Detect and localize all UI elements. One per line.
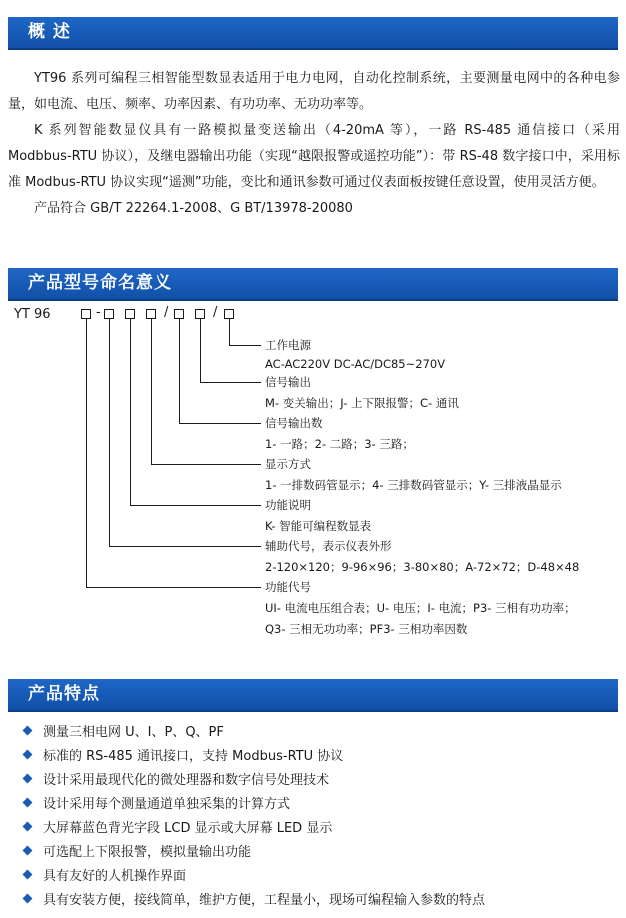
feature-item — [24, 866, 186, 888]
features-header-bar — [8, 679, 618, 712]
desc-function-2: Q3- 三相无功功率；PF3- 三相功率因数 — [265, 622, 468, 636]
connector-function-h — [86, 587, 261, 588]
desc-signal-count: 1- 一路；2- 二路；3- 三路； — [265, 437, 414, 451]
slash-separator: / — [164, 305, 169, 320]
desc-program: K- 智能可编程数显表 — [265, 519, 372, 533]
connector-display — [151, 319, 152, 464]
desc-display: 1- 一排数码管显示；4- 三排数码管显示；Y- 三排液晶显示 — [265, 478, 562, 492]
connector-shape-h — [109, 546, 261, 547]
diamond-bullet-icon — [23, 870, 33, 880]
feature-item — [24, 818, 332, 840]
label-function: 功能代号 — [265, 580, 311, 594]
feature-text: 设计采用最现代化的微处理器和数字信号处理技术 — [43, 773, 330, 788]
feature-text: 可选配上下限报警，模拟量输出功能 — [43, 845, 252, 860]
desc-function-1: UI- 电流电压组合表；U- 电压；I- 电流；P3- 三相有功功率； — [265, 601, 576, 615]
overview-header-bar — [8, 17, 618, 50]
label-shape: 辅助代号，表示仪表外形 — [265, 539, 392, 553]
connector-display-h — [151, 464, 261, 465]
code-box-shape — [104, 309, 114, 319]
naming-title: 产品型号命名意义 — [28, 273, 172, 293]
feature-item — [24, 890, 485, 912]
connector-signal-count-h — [179, 423, 261, 424]
overview-title: 概 述 — [28, 22, 71, 42]
connector-program-h — [130, 505, 261, 506]
diamond-bullet-icon — [23, 846, 33, 856]
dash-separator: - — [96, 305, 101, 320]
connector-signal-count — [179, 319, 180, 423]
connector-shape — [109, 319, 110, 546]
label-signal-output: 信号输出 — [265, 375, 311, 389]
connector-power-h — [229, 345, 261, 346]
feature-text: 具有安装方便，接线简单，维护方便，工程量小，现场可编程输入参数的特点 — [43, 893, 486, 908]
diamond-bullet-icon — [23, 726, 33, 736]
feature-text: 设计采用每个测量通道单独采集的计算方式 — [43, 797, 291, 812]
feature-item — [24, 842, 251, 864]
model-prefix: YT 96 — [14, 307, 51, 322]
connector-power — [229, 319, 230, 345]
code-box-signal-count — [174, 309, 184, 319]
feature-text: 标准的 RS-485 通讯接口，支持 Modbus-RTU 协议 — [43, 749, 344, 764]
diamond-bullet-icon — [23, 774, 33, 784]
naming-header-bar — [8, 268, 618, 301]
overview-paragraph-2: K 系列智能数显仪具有一路模拟量变送输出（4-20mA 等），一路 RS-485 通信接口（采用 Modbbus-RTU 协议），及继电器输出功能（实现“越限报警或遥控功能”）：带 RS-48 数字接口中，采用标准 Modbus-RTU 协议实现“遥测”功能，变比和通讯参数可通过仪表面板按键任意设置，使用灵活方便。 — [8, 123, 620, 190]
diamond-bullet-icon — [23, 822, 33, 832]
overview-paragraph-1: YT96 系列可编程三相智能型数显表适用于电力电网，自动化控制系统，主要测量电网中的各种电参量，如电流、电压、频率、功率因素、有功功率、无功功率等。 — [8, 71, 620, 112]
slash-separator: / — [213, 305, 218, 320]
features-title: 产品特点 — [28, 684, 100, 704]
connector-signal-output — [200, 319, 201, 382]
feature-item — [24, 746, 343, 768]
diamond-bullet-icon — [23, 894, 33, 904]
code-box-display — [146, 309, 156, 319]
code-box-power — [224, 309, 234, 319]
diamond-bullet-icon — [23, 750, 33, 760]
connector-function — [86, 319, 87, 587]
label-signal-count: 信号输出数 — [265, 416, 323, 430]
code-box-function — [81, 309, 91, 319]
label-display: 显示方式 — [265, 457, 311, 471]
label-program: 功能说明 — [265, 498, 311, 512]
overview-paragraph-3: 产品符合 GB/T 22264.1-2008、G BT/13978-20080 — [34, 201, 353, 216]
connector-signal-output-h — [200, 382, 261, 383]
label-power: 工作电源 — [265, 338, 311, 352]
feature-text: 具有友好的人机操作界面 — [43, 869, 187, 884]
feature-text: 大屏幕蓝色背光字段 LCD 显示或大屏幕 LED 显示 — [43, 821, 333, 836]
desc-signal-output: M- 变关输出；J- 上下限报警；C- 通讯 — [265, 396, 459, 410]
desc-power: AC-AC220V DC-AC/DC85~270V — [265, 357, 446, 371]
code-box-signal-output — [195, 309, 205, 319]
diamond-bullet-icon — [23, 798, 33, 808]
feature-item — [24, 770, 329, 792]
feature-item — [24, 794, 290, 816]
connector-program — [130, 319, 131, 505]
desc-shape: 2-120×120；9-96×96；3-80×80；A-72×72；D-48×48 — [265, 560, 580, 574]
feature-item — [24, 722, 224, 744]
feature-text: 测量三相电网 U、I、P、Q、PF — [43, 725, 224, 740]
code-box-program — [125, 309, 135, 319]
